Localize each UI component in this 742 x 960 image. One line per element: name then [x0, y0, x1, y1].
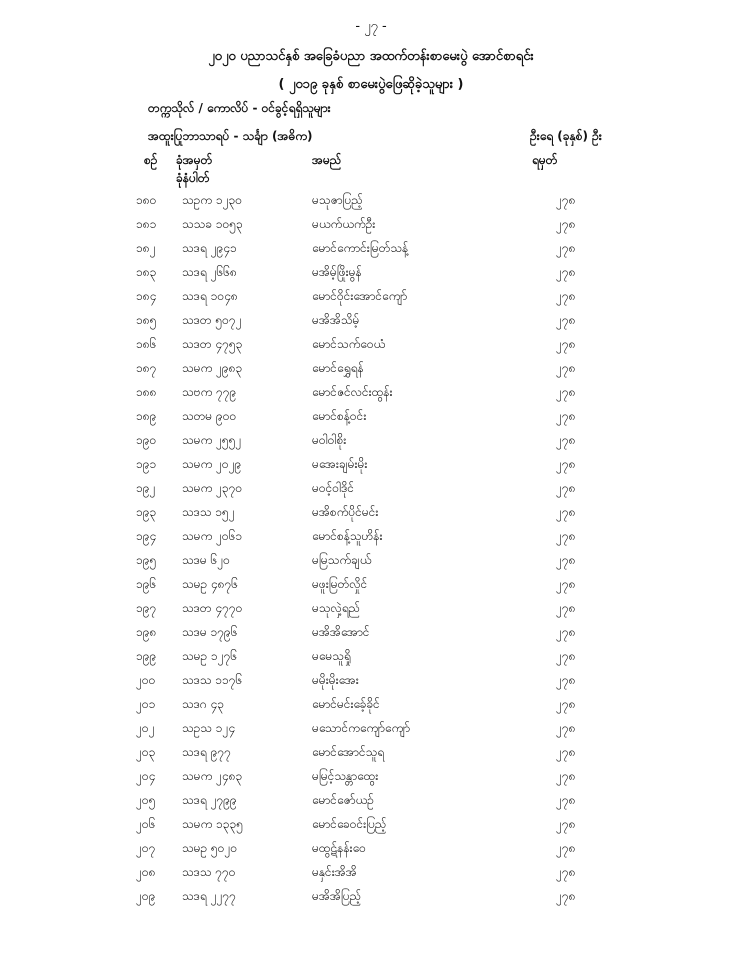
roll-number: သဥသ ၁၂၄: [182, 721, 236, 735]
row-number: ၁၈၅: [136, 313, 157, 327]
marks-value: ၂၇၈: [556, 673, 576, 687]
row-number: ၁၈၈: [136, 385, 157, 399]
student-name: မောင်ကောင်းမြတ်သန့်: [312, 241, 409, 255]
table-row: [0, 288, 742, 312]
roll-number: သဒရ ၂၆၆၈: [182, 265, 237, 279]
row-number: ၁၈၄: [136, 289, 157, 303]
student-name: မောင်ရွှေရန်: [312, 361, 364, 375]
table-row: [0, 504, 742, 528]
roll-number: သမက ၂၀၆၁: [182, 529, 243, 543]
marks-value: ၂၇၈: [556, 721, 576, 735]
table-row: [0, 648, 742, 672]
row-number: ၁၈၀: [136, 193, 157, 207]
row-number: ၁၉၅: [136, 553, 157, 567]
table-row: [0, 672, 742, 696]
table-row: [0, 576, 742, 600]
table-row: [0, 432, 742, 456]
row-number: ၂၀၀: [136, 673, 156, 687]
student-name: မမေသူရှို: [312, 649, 351, 663]
row-number: ၁၈၇: [136, 361, 157, 375]
table-row: [0, 480, 742, 504]
table-row: [0, 840, 742, 864]
row-number: ၁၈၁: [136, 217, 157, 231]
roll-number: သမက ၁၃၃၅: [182, 817, 244, 831]
marks-value: ၂၇၈: [556, 241, 576, 255]
student-name: မောင်သက်ဝေယံ: [312, 337, 386, 351]
row-number: ၁၈၃: [136, 265, 157, 279]
student-name: မောင်ခေဝင်းပြည့်: [312, 817, 387, 831]
student-name: မမြင့်သန္တာထွေး: [312, 769, 379, 783]
roll-number: သဒရ ၂၇၉၉: [182, 793, 237, 807]
table-row: [0, 192, 742, 216]
marks-value: ၂၇၈: [556, 265, 576, 279]
row-number: ၁၉၉: [136, 649, 157, 663]
student-name: မအိမ့်ဖြိုးမွန်: [312, 265, 362, 279]
marks-value: ၂၇၈: [556, 865, 576, 879]
marks-value: ၂၇၈: [556, 529, 576, 543]
student-name: မအိအိပြည့်: [312, 889, 362, 903]
table-row: [0, 360, 742, 384]
marks-value: ၂၇၈: [556, 361, 576, 375]
student-name: မနှင်းအိအိ: [312, 865, 357, 879]
roll-number: သမက ၂၉၈၃: [182, 361, 243, 375]
marks-value: ၂၇၈: [556, 289, 576, 303]
student-name: မောင်စန့်ဝင်း: [312, 409, 367, 423]
table-row: [0, 456, 742, 480]
roll-number: သဒရ ၉၇၇: [182, 745, 231, 759]
roll-number: သတမ ၉၀၀: [182, 409, 237, 423]
student-name: မောင်စန့်သူဟိန်း: [312, 529, 383, 543]
row-number: ၁၉၈: [136, 625, 157, 639]
student-name: မအိစက်ပိုင်မင်း: [312, 505, 379, 519]
student-name: မဝါဝါစိုး: [312, 433, 347, 447]
row-number: ၂၀၂: [136, 721, 155, 735]
roll-number: သမက ၂၄၈၃: [182, 769, 243, 783]
roll-number: သမက ၂၅၅၂: [182, 433, 242, 447]
document-subtitle: ( ၂၀၁၉ ခုနှစ် စာမေးပွဲဖြေဆိုခဲ့သူများ ): [278, 77, 464, 92]
row-number: ၂၀၁: [136, 697, 156, 711]
student-name: မောင်ဇော်ယဉ်: [312, 793, 374, 807]
table-row: [0, 720, 742, 744]
roll-number: သဒရ ၂၉၄၁: [182, 241, 237, 255]
roll-number: သဒမ ၁၇၉၆: [182, 625, 238, 639]
table-row: [0, 408, 742, 432]
table-row: [0, 264, 742, 288]
marks-value: ၂၇၈: [556, 625, 576, 639]
column-header-reg: ခုံအမှတ်: [176, 153, 213, 167]
student-name: မောင်ဝိုင်းအောင်ကျော်: [312, 289, 408, 303]
student-name: မသုလှဲ့ရည်: [312, 601, 361, 615]
student-name: မောင်ဇင်လင်းထွန်း: [312, 385, 393, 399]
marks-value: ၂၇၈: [556, 505, 576, 519]
student-name: မသုဇာပြည့်: [312, 193, 363, 207]
roll-number: သဒတ ၄၇၇၀: [182, 601, 243, 615]
marks-value: ၂၇၈: [556, 217, 576, 231]
row-number: ၂၀၃: [136, 745, 156, 759]
table-row: [0, 336, 742, 360]
table-row: [0, 384, 742, 408]
row-number: ၁၈၉: [136, 409, 157, 423]
student-name: မဝင့်ဝါဒိုင်: [312, 481, 354, 495]
row-number: ၂၀၆: [136, 817, 156, 831]
student-name: မအေးချမ်းမိုး: [312, 457, 368, 471]
row-number: ၂၀၈: [136, 865, 156, 879]
marks-value: ၂၇၈: [556, 553, 576, 567]
marks-value: ၂၇၈: [556, 841, 576, 855]
student-name: မသောင်ကကျော်ကျော်: [312, 721, 411, 735]
column-header-reg-sub: ခုံနံပါတ်: [176, 171, 210, 185]
row-number: ၁၉၃: [136, 505, 157, 519]
row-number: ၁၉၄: [136, 529, 157, 543]
table-row: [0, 552, 742, 576]
row-number: ၂၀၇: [136, 841, 156, 855]
roll-number: သမဥ ၁၂၇၆: [182, 649, 238, 663]
marks-value: ၂၇၈: [556, 313, 576, 327]
roll-number: သမက ၂၀၂၉: [182, 457, 242, 471]
row-number: ၂၀၉: [136, 889, 156, 903]
marks-value: ၂၇၈: [556, 193, 576, 207]
marks-value: ၂၇၈: [556, 889, 576, 903]
student-name: မမြသက်ချယ်: [312, 553, 372, 567]
row-number: ၁၈၂: [136, 241, 156, 255]
roll-number: သဒမ ၆၂၀: [182, 553, 230, 567]
marks-value: ၂၇၈: [556, 697, 576, 711]
student-name: မဖူးမြတ်လှိုင်: [312, 577, 368, 591]
row-number: ၂၀၄: [136, 769, 156, 783]
table-row: [0, 888, 742, 912]
marks-value: ၂၇၈: [556, 409, 576, 423]
column-header-marks: ရမှတ်: [532, 153, 558, 167]
table-row: [0, 864, 742, 888]
table-row: [0, 816, 742, 840]
marks-value: ၂၇၈: [556, 577, 576, 591]
roll-number: သမဥ ၄၈၇၆: [182, 577, 239, 591]
roll-number: သဒသ ၁၁၇၆: [182, 673, 243, 687]
table-row: [0, 624, 742, 648]
student-name: မမိုးမိုးအေး: [312, 673, 359, 687]
row-number: ၁၉၀: [136, 433, 157, 447]
roll-number: သဒတ ၄၇၅၃: [182, 337, 243, 351]
marks-value: ၂၇၈: [556, 385, 576, 399]
marks-value: ၂၇၈: [556, 601, 576, 615]
roll-number: သမဥ ၅၀၂၀: [182, 841, 238, 855]
table-row: [0, 792, 742, 816]
roll-number: သဒတ ၅၀၇၂: [182, 313, 242, 327]
marks-value: ၂၇၈: [556, 745, 576, 759]
roll-number: သဒသ ၇၇၀: [182, 865, 236, 879]
marks-value: ၂၇၈: [556, 793, 576, 807]
document-title: ၂၀၂၀ ပညာသင်နှစ် အခြေခံပညာ အထက်တန်းစာမေးပွဲ အောင်စာရင်း: [208, 49, 534, 64]
roll-number: သဒရ ၂၂၇၇: [182, 889, 236, 903]
marks-value: ၂၇၈: [556, 481, 576, 495]
marks-value: ၂၇၈: [556, 433, 576, 447]
table-row: [0, 240, 742, 264]
row-number: ၁၉၁: [136, 457, 157, 471]
row-number: ၂၀၅: [136, 793, 156, 807]
row-number: ၁၉၇: [136, 601, 157, 615]
table-row: [0, 768, 742, 792]
marks-value: ၂၇၈: [556, 337, 576, 351]
page-number: - ၂၇ -: [355, 19, 387, 34]
row-number: ၁၉၆: [136, 577, 157, 591]
roll-number: သဒသ ၁၅၂: [182, 505, 235, 519]
roll-number: သဒဂ ၄၃: [182, 697, 225, 711]
column-header-name: အမည်: [312, 153, 342, 167]
student-name: မောင်မင်းခေ့်ခိုင်: [312, 697, 380, 711]
roll-number: သဒရ ၁၀၄၈: [182, 289, 238, 303]
column-header-no: စဉ်: [144, 153, 158, 167]
table-row: [0, 744, 742, 768]
table-row: [0, 528, 742, 552]
roll-number: သဥက ၁၂၃၀: [182, 193, 242, 207]
student-name: မယက်ယက်ဦး: [312, 217, 376, 231]
table-row: [0, 216, 742, 240]
student-name: မထွဋ်နန်းဝေ: [312, 841, 366, 855]
results-table: [0, 192, 742, 912]
student-name: မောင်အောင်သူရ: [312, 745, 385, 759]
marks-value: ၂၇၈: [556, 649, 576, 663]
marks-value: ၂၇၈: [556, 457, 576, 471]
row-number: ၁၉၂: [136, 481, 156, 495]
table-row: [0, 312, 742, 336]
roll-number: သမက ၂၃၇၀: [182, 481, 243, 495]
student-name: မအိအိအောင်: [312, 625, 370, 639]
table-row: [0, 696, 742, 720]
table-row: [0, 600, 742, 624]
row-number: ၁၈၆: [136, 337, 157, 351]
marks-value: ၂၇၈: [556, 817, 576, 831]
category-line: တက္ကသိုလ် / ကောလိပ် - ဝင်ခွင့်ရရှိသူများ: [148, 101, 331, 115]
student-name: မအိအိသိမ့်: [312, 313, 360, 327]
marks-value: ၂၇၈: [556, 769, 576, 783]
subject-line: အထူးပြုဘာသာရပ် - သင်္ချာ (အဓိက): [148, 129, 313, 143]
roll-number: သဗက ၇၇၉: [182, 385, 237, 399]
count-line: ဦးရေ (ခုနှစ်) ဦး: [530, 129, 602, 143]
roll-number: သသခ ၁၀၅၃: [182, 217, 243, 231]
